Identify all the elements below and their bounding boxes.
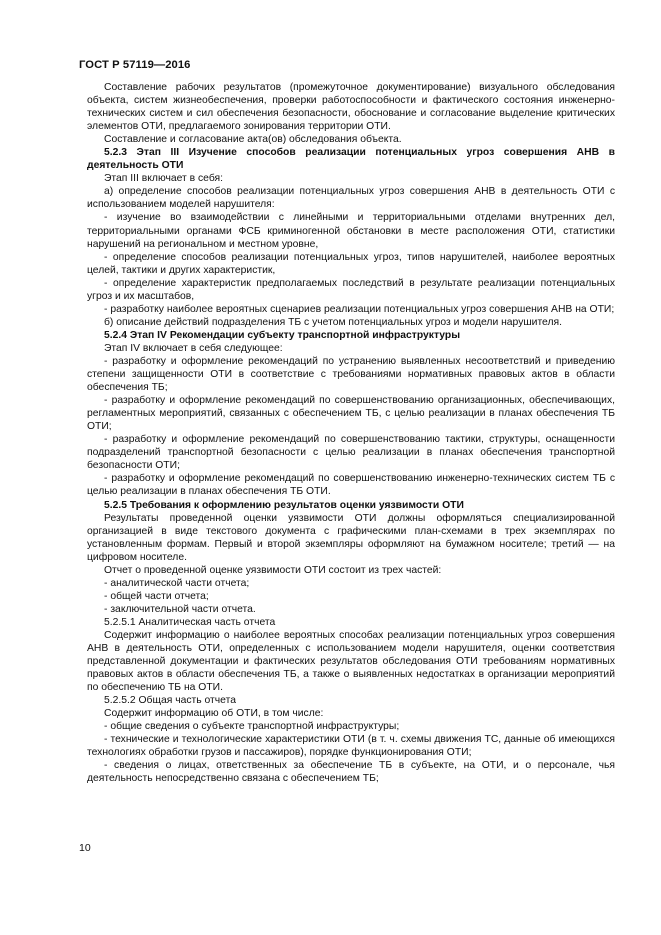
list-item: - заключительной части отчета. bbox=[104, 603, 256, 615]
paragraph: Отчет о проведенной оценке уязвимости ОТИ состоит из трех частей: bbox=[104, 564, 442, 576]
paragraph: Содержит информацию об ОТИ, в том числе: bbox=[104, 708, 324, 720]
list-item: - разработку и оформление рекомендаций по совершенствованию организационных, обеспечивающих, регламентных мероприятий, связанных с обеспечением ТБ, с целью реализации в планах обеспечения ТБ ОТИ; bbox=[87, 395, 615, 433]
list-item: - разработку и оформление рекомендаций по устранению выявленных несоответствий и приведению степени защищенности ОТИ в соответствие с требованиями нормативных правовых актов в области обеспечения ТБ; bbox=[87, 355, 615, 394]
paragraph: Этап IV включает в себя следующее: bbox=[104, 342, 283, 354]
paragraph: Этап III включает в себя: bbox=[104, 173, 223, 185]
subsection-heading-5-2-5-1: 5.2.5.1 Аналитическая часть отчета bbox=[104, 616, 276, 628]
list-item: - технические и технологические характеристики ОТИ (в т. ч. схемы движения ТС, данные об имеющихся технологиях обработки грузов и пассажиров), порядке функционирования ОТИ; bbox=[87, 734, 615, 759]
list-item: - сведения о лицах, ответственных за обеспечение ТБ в субъекте, на ОТИ, и о персонале, чья деятельность непосредственно связана с обеспечением ТБ; bbox=[87, 760, 615, 785]
list-item: - аналитической части отчета; bbox=[104, 577, 250, 589]
paragraph: Результаты проведенной оценки уязвимости ОТИ должны оформляться специализированной организацией в виде текстового документа с графическими план-схемами в трех экземплярах по установленным формам. Первый и второй экземпляры оформляют на бумажном носителе; третий — на цифровом носителе. bbox=[87, 512, 615, 563]
list-item: - разработку и оформление рекомендаций по совершенствованию инженерно-технических систем ТБ с целью реализации в планах обеспечения ТБ ОТИ. bbox=[87, 473, 615, 498]
list-item: - определение способов реализации потенциальных угроз, типов нарушителей, наиболее вероятных целей, тактики и других характеристик, bbox=[87, 251, 615, 276]
page-number: 10 bbox=[79, 842, 91, 854]
section-heading-5-2-4: 5.2.4 Этап IV Рекомендации субъекту транспортной инфраструктуры bbox=[104, 329, 461, 341]
paragraph: Составление и согласование акта(ов) обследования объекта. bbox=[104, 134, 402, 146]
list-item: - определение характеристик предполагаемых последствий в результате реализации потенциальных угроз и их масштабов, bbox=[87, 277, 615, 302]
section-heading-5-2-5: 5.2.5 Требования к оформлению результатов оценки уязвимости ОТИ bbox=[104, 499, 464, 511]
document-body bbox=[87, 81, 615, 786]
paragraph: Содержит информацию о наиболее вероятных способах реализации потенциальных угроз совершения АНВ в деятельность ОТИ, определенных с использованием модели нарушителя, оценки соответствия представленной документации и фактических результатов обследования ОТИ требованиям нормативных правовых актов в области обеспечения ТБ, а также о выявленных недостатках в организации мероприятий по обеспечению ТБ на ОТИ. bbox=[87, 629, 615, 694]
paragraph: а) определение способов реализации потенциальных угроз совершения АНВ в деятельность ОТИ с использованием моделей нарушителя: bbox=[87, 186, 615, 211]
paragraph: Составление рабочих результатов (промежуточное документирование) визуального обследования объекта, систем жизнеобеспечения, проверки работоспособности и фактического состояния инженерно-технических систем и сил обеспечения безопасности, обоснование и согласование выделение критических элементов ОТИ, предлагаемого зонирования территории ОТИ. bbox=[87, 82, 615, 133]
list-item: - общей части отчета; bbox=[104, 590, 209, 602]
list-item: - общие сведения о субъекте транспортной инфраструктуры; bbox=[104, 721, 400, 733]
section-heading-5-2-3: 5.2.3 Этап III Изучение способов реализации потенциальных угроз совершения АНВ в деятельность ОТИ bbox=[87, 147, 615, 172]
paragraph: б) описание действий подразделения ТБ с учетом потенциальных угроз и модели нарушителя. bbox=[104, 316, 562, 328]
list-item: - разработку и оформление рекомендаций по совершенствованию тактики, структуры, оснащенности подразделений транспортной безопасности с целью реализации в планах обеспечения транспортной безопасности ОТИ; bbox=[87, 434, 615, 472]
subsection-heading-5-2-5-2: 5.2.5.2 Общая часть отчета bbox=[104, 695, 236, 707]
list-item: - разработку наиболее вероятных сценариев реализации потенциальных угроз совершения АНВ на ОТИ; bbox=[104, 303, 615, 315]
list-item: - изучение во взаимодействии с линейными и территориальными отделами внутренних дел, территориальными органами ФСБ криминогенной обстановки в месте расположения ОТИ, статистики нарушений на региональном и местном уровне, bbox=[87, 212, 615, 250]
document-header: ГОСТ Р 57119—2016 bbox=[79, 59, 191, 71]
